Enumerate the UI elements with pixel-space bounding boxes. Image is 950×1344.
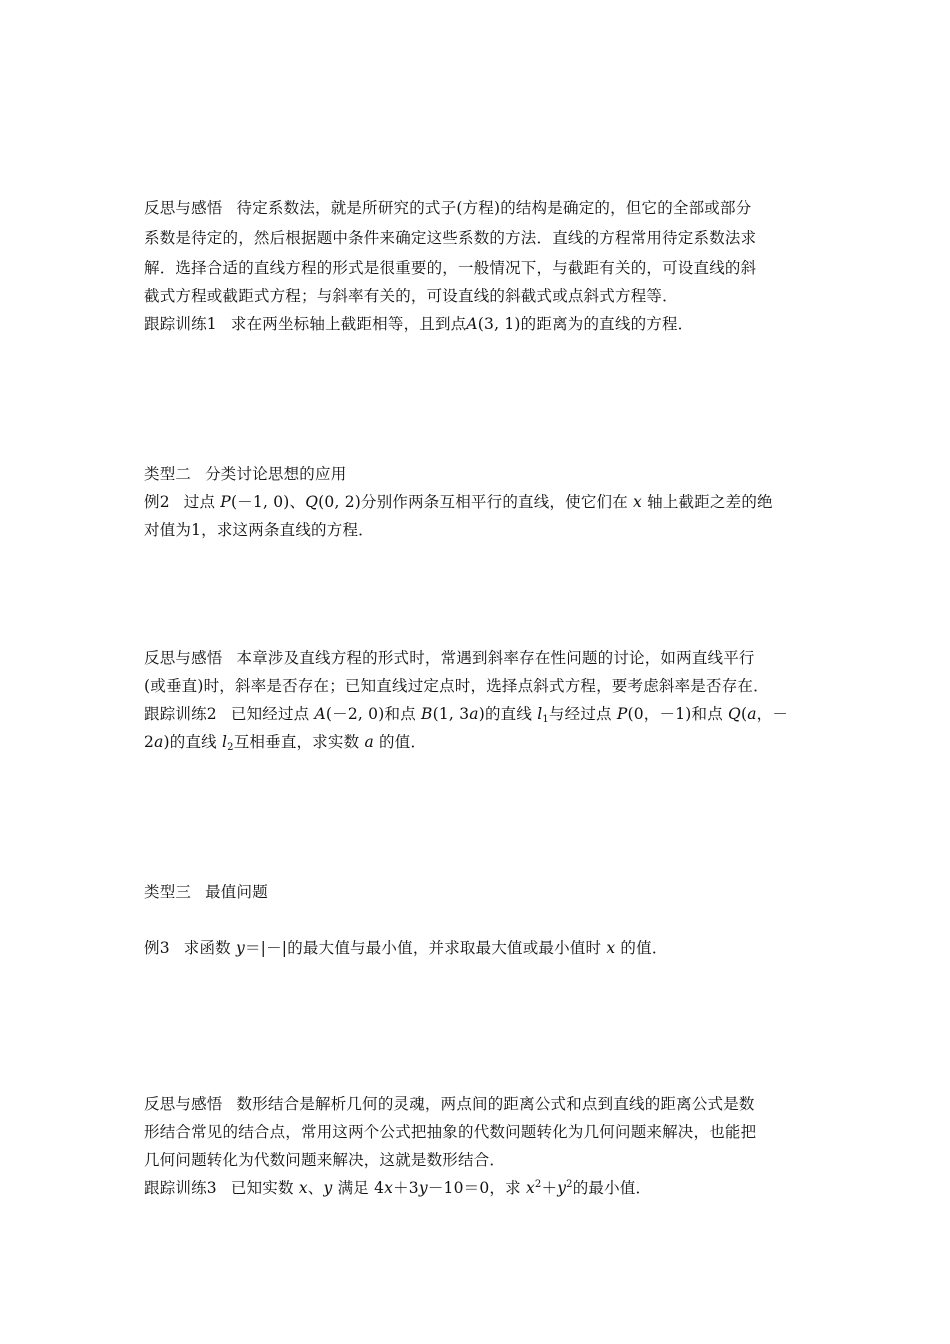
text: 、 — [307, 1179, 324, 1197]
text: 已知经过点 — [230, 705, 315, 723]
reflection-1-line-2: 系数是待定的，然后根据题中条件来确定这些系数的方法．直线的方程常用待定系数法求 — [144, 229, 757, 247]
text: 已知实数 — [230, 1179, 299, 1197]
math-var: A — [314, 705, 326, 723]
math-var: l — [537, 705, 543, 723]
reflection-3-line-3: 几何问题转化为代数问题来解决，这就是数形结合． — [144, 1151, 506, 1169]
math-var: x — [384, 1179, 394, 1197]
text: )的直线 — [478, 705, 538, 723]
text: －10＝0，求 — [427, 1179, 526, 1197]
text: 的值． — [615, 939, 668, 957]
math-var: x — [606, 939, 616, 957]
reflection-3-line-1 — [144, 1094, 812, 1114]
math-var: x — [298, 1179, 308, 1197]
superscript: 2 — [534, 1179, 542, 1190]
text: (－2, 0)和点 — [325, 705, 422, 723]
training-label: 跟踪训练2 — [144, 705, 217, 723]
type-label: 类型二 — [144, 465, 192, 483]
text: ，－ — [756, 705, 789, 723]
type-title: 分类讨论思想的应用 — [205, 465, 347, 483]
example-2-line-2: 对值为1，求这两条直线的方程． — [144, 521, 374, 539]
training-text: (3, 1)的距离为的直线的方程． — [477, 315, 694, 333]
reflection-2-line-1 — [144, 648, 812, 668]
text: 求函数 — [183, 939, 236, 957]
math-var: P — [220, 493, 231, 511]
math-var: l — [222, 733, 228, 751]
reflection-2-line-2: (或垂直)时，斜率是否存在；已知直线过定点时，选择点斜式方程，要考虑斜率是否存在． — [144, 677, 769, 695]
training-1 — [144, 314, 812, 334]
training-label: 跟踪训练1 — [144, 315, 217, 333]
reflection-label: 反思与感悟 — [144, 1095, 223, 1113]
text: 轴上截距之差的绝 — [642, 493, 773, 511]
text: (－1, 0)、 — [230, 493, 306, 511]
math-var: Q — [728, 705, 741, 723]
text: 互相垂直，求实数 — [233, 733, 365, 751]
text: 与经过点 — [548, 705, 617, 723]
superscript: 2 — [566, 1179, 573, 1190]
reflection-label: 反思与感悟 — [144, 649, 223, 667]
training-label: 跟踪训练3 — [144, 1179, 217, 1197]
training-3 — [144, 1178, 812, 1198]
example-label: 例2 — [144, 493, 170, 511]
text: 的值． — [373, 733, 427, 751]
type-title: 最值问题 — [205, 883, 268, 901]
example-2-line-1 — [144, 492, 812, 512]
text: ＋3 — [393, 1179, 419, 1197]
math-var: B — [421, 705, 433, 723]
type-2-heading — [144, 464, 812, 484]
subscript: 2 — [227, 742, 234, 753]
text: ＋ — [541, 1179, 558, 1197]
training-2-line-2 — [144, 732, 812, 752]
math-var: a — [364, 733, 374, 751]
training-text: 求在两坐标轴上截距相等，且到点 — [230, 315, 467, 333]
reflection-text: 待定系数法，就是所研究的式子(方程)的结构是确定的，但它的全部或部分 — [236, 199, 752, 217]
type-label: 类型三 — [144, 883, 192, 901]
reflection-3-line-2: 形结合常见的结合点，常用这两个公式把抽象的代数问题转化为几何问题来解决，也能把 — [144, 1123, 757, 1141]
text: 满足 4 — [332, 1179, 385, 1197]
math-var: A — [466, 315, 478, 333]
text: 2 — [144, 733, 155, 751]
text: (1, 3 — [432, 705, 470, 723]
text: 过点 — [183, 493, 221, 511]
reflection-1-line-4: 截式方程或截距式方程；与斜率有关的，可设直线的斜截式或点斜式方程等． — [144, 287, 678, 305]
text: (0，－1)和点 — [627, 705, 729, 723]
type-3-heading — [144, 882, 812, 902]
math-var: y — [323, 1179, 333, 1197]
math-var: y — [418, 1179, 428, 1197]
reflection-text: 本章涉及直线方程的形式时，常遇到斜率存在性问题的讨论，如两直线平行 — [236, 649, 755, 667]
reflection-1-line-3: 解．选择合适的直线方程的形式是很重要的，一般情况下，与截距有关的，可设直线的斜 — [144, 259, 757, 277]
math-var: x — [525, 1179, 535, 1197]
reflection-text: 数形结合是解析几何的灵魂，两点间的距离公式和点到直线的距离公式是数 — [236, 1095, 755, 1113]
math-var: y — [236, 939, 245, 957]
math-var: a — [747, 705, 757, 723]
text: 的最小值． — [572, 1179, 652, 1197]
example-label: 例3 — [144, 939, 170, 957]
math-var: Q — [305, 493, 319, 511]
text: )的直线 — [163, 733, 222, 751]
example-3 — [144, 938, 812, 958]
math-var: y — [557, 1179, 567, 1197]
text: ＝|－|的最大值与最小值，并求取最大值或最小值时 — [244, 939, 607, 957]
math-var: a — [469, 705, 479, 723]
text: ( — [740, 705, 748, 723]
math-var: P — [616, 705, 628, 723]
math-var: a — [154, 733, 164, 751]
math-var: x — [633, 493, 642, 511]
training-2-line-1 — [144, 704, 812, 724]
subscript: 1 — [542, 714, 549, 725]
reflection-1-line-1 — [144, 198, 812, 218]
text: (0, 2)分别作两条互相平行的直线，使它们在 — [318, 493, 634, 511]
reflection-label: 反思与感悟 — [144, 199, 223, 217]
